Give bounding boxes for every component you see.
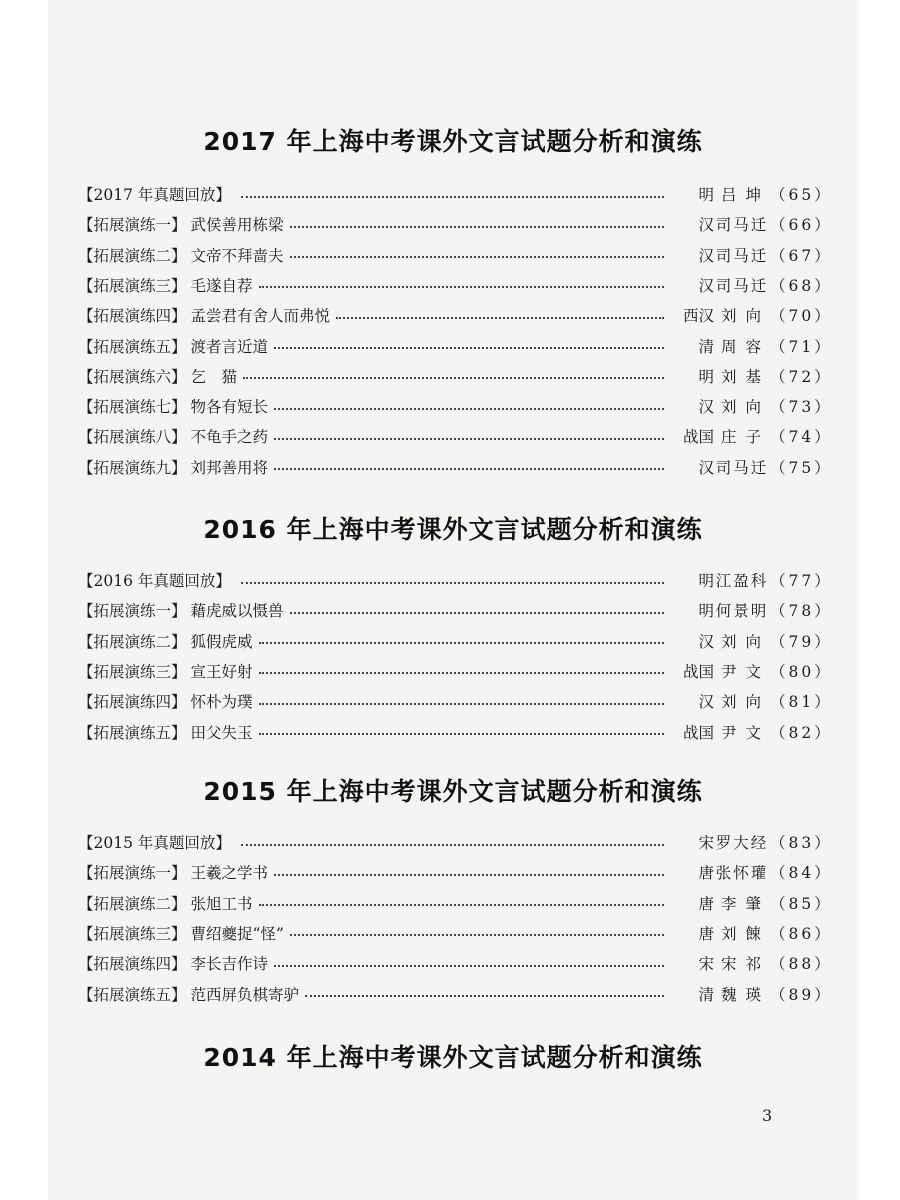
entry-label: 【拓展演练二】 [78,246,187,265]
entry-title: 渡者言近道 [190,337,269,356]
entry-dynasty: 唐 [698,894,714,913]
dot-leader [274,467,664,470]
entry-author: 宋 祁 [721,955,763,974]
entry-label: 【拓展演练五】 [78,723,187,742]
entry-dynasty: 明 [698,602,714,621]
entry-author: 司马迁 [715,458,769,477]
entry-page-ref: （72） [770,367,833,386]
toc-entry[interactable] [78,689,833,713]
entry-page-ref: （88） [770,955,833,974]
entry-title: 田父失玉 [190,723,253,742]
entry-page-ref: （78） [770,602,833,621]
dot-leader [241,843,664,846]
entry-label: 【拓展演练三】 [78,662,187,681]
entry-label: 【拓展演练五】 [78,985,187,1004]
page-number: 3 [762,1106,773,1125]
dot-leader [290,611,664,614]
entry-dynasty: 汉 [698,693,714,712]
entry-label: 【2017 年真题回放】 [78,186,231,204]
toc-entry[interactable] [78,364,833,388]
toc-entry[interactable] [78,334,833,358]
toc-entry[interactable] [78,568,833,592]
entry-author: 刘 餗 [721,924,763,943]
entry-page-ref: （66） [770,216,833,235]
entry-dynasty: 汉 [698,632,714,651]
entry-dynasty: 宋 [698,834,714,852]
entry-page-ref: （77） [770,572,833,590]
toc-entry[interactable] [78,455,833,479]
entry-label: 【拓展演练三】 [78,924,187,943]
dot-leader [259,732,664,735]
entry-dynasty: 汉 [698,458,714,477]
entry-title: 文帝不拜啬夫 [190,246,284,265]
entry-author: 尹 文 [721,662,763,681]
dot-leader [290,225,664,228]
entry-title: 孟尝君有舍人而弗悦 [190,307,331,326]
entry-label: 【拓展演练四】 [78,693,187,712]
entry-label: 【拓展演练一】 [78,864,187,883]
dot-leader [274,437,664,440]
entry-title: 范西屏负棋寄驴 [190,985,300,1004]
dot-leader [259,641,664,644]
dot-leader [336,316,664,319]
entry-author: 罗大经 [715,834,769,852]
section-title: 2015 年上海中考课外文言试题分析和演练 [203,777,703,806]
entry-page-ref: （71） [770,337,833,356]
entry-label: 【拓展演练四】 [78,955,187,974]
entry-page-ref: （82） [770,723,833,742]
entry-author: 司马迁 [715,246,769,265]
entry-page-ref: （75） [770,458,833,477]
dot-leader [290,255,664,258]
toc-entry[interactable] [78,921,833,945]
entry-title: 宣王好射 [190,662,253,681]
toc-entry[interactable] [78,659,833,683]
entry-dynasty: 宋 [698,955,714,974]
entry-title: 武侯善用栋梁 [190,216,284,235]
entry-author: 魏 瑛 [721,985,763,1004]
entry-author: 刘 向 [721,693,763,712]
entry-author: 李 肇 [721,894,763,913]
book-page [48,0,858,1200]
entry-label: 【拓展演练四】 [78,307,187,326]
entry-label: 【拓展演练六】 [78,367,187,386]
toc-entry[interactable] [78,891,833,915]
entry-author: 刘 向 [721,632,763,651]
entry-label: 【拓展演练九】 [78,458,187,477]
toc-entry[interactable] [78,273,833,297]
entry-label: 【拓展演练七】 [78,398,187,417]
dot-leader [259,702,664,705]
entry-dynasty: 战国 [682,662,714,681]
entry-dynasty: 汉 [698,398,714,417]
entry-author: 司马迁 [715,216,769,235]
dot-leader [259,285,664,288]
entry-title: 狐假虎威 [190,632,253,651]
entry-title: 物各有短长 [190,398,269,417]
entry-page-ref: （70） [770,307,833,326]
entry-title: 毛遂自荐 [190,276,253,295]
section-title: 2016 年上海中考课外文言试题分析和演练 [203,515,703,544]
dot-leader [243,376,664,379]
entry-dynasty: 明 [698,367,714,386]
entry-label: 【拓展演练八】 [78,428,187,447]
entry-author: 庄 子 [721,428,763,447]
entry-label: 【拓展演练五】 [78,337,187,356]
entry-title: 不龟手之药 [190,428,269,447]
entry-page-ref: （89） [770,985,833,1004]
entry-page-ref: （83） [770,834,833,852]
toc-entry[interactable] [78,860,833,884]
dot-leader [241,581,664,584]
entry-dynasty: 西汉 [682,307,714,326]
entry-author: 刘 基 [721,367,763,386]
entry-dynasty: 汉 [698,216,714,235]
dot-leader [274,407,664,410]
entry-label: 【拓展演练三】 [78,276,187,295]
entry-dynasty: 战国 [682,723,714,742]
toc-entry[interactable] [78,951,833,975]
toc-entry[interactable] [78,598,833,622]
entry-label: 【拓展演练二】 [78,632,187,651]
dot-leader [259,671,664,674]
entry-page-ref: （65） [770,186,833,204]
entry-page-ref: （79） [770,632,833,651]
toc-entry[interactable] [78,982,833,1006]
entry-label: 【拓展演练二】 [78,894,187,913]
entry-dynasty: 战国 [682,428,714,447]
entry-page-ref: （85） [770,894,833,913]
toc-entry[interactable] [78,212,833,236]
dot-leader [305,994,664,997]
entry-page-ref: （74） [770,428,833,447]
entry-label: 【2015 年真题回放】 [78,834,231,852]
entry-author: 周 容 [721,337,763,356]
entry-title: 张旭工书 [190,894,253,913]
entry-title: 乞 猫 [190,367,238,386]
dot-leader [241,195,664,198]
entry-dynasty: 唐 [698,864,714,883]
entry-title: 王羲之学书 [190,864,269,883]
dot-leader [274,873,664,876]
dot-leader [274,346,664,349]
entry-page-ref: （68） [770,276,833,295]
dot-leader [274,964,664,967]
toc-entry[interactable] [78,243,833,267]
entry-title: 李长吉作诗 [190,955,269,974]
entry-title: 曹绍夔捉“怪” [190,924,284,943]
entry-page-ref: （84） [770,864,833,883]
entry-author: 刘 向 [721,398,763,417]
entry-label: 【拓展演练一】 [78,602,187,621]
entry-dynasty: 唐 [698,924,714,943]
entry-page-ref: （80） [770,662,833,681]
section-title: 2017 年上海中考课外文言试题分析和演练 [203,127,703,156]
entry-author: 江盈科 [715,572,769,590]
section-title: 2014 年上海中考课外文言试题分析和演练 [203,1043,703,1072]
entry-dynasty: 清 [698,337,714,356]
entry-title: 怀朴为璞 [190,693,253,712]
entry-author: 张怀瓘 [715,864,769,883]
entry-title: 刘邦善用将 [190,458,269,477]
entry-title: 藉虎威以慑兽 [190,602,284,621]
entry-author: 吕 坤 [721,186,763,204]
dot-leader [290,933,664,936]
entry-dynasty: 清 [698,985,714,1004]
entry-page-ref: （86） [770,924,833,943]
entry-author: 刘 向 [721,307,763,326]
toc-entry[interactable] [78,629,833,653]
entry-dynasty: 汉 [698,276,714,295]
entry-author: 尹 文 [721,723,763,742]
entry-label: 【2016 年真题回放】 [78,572,231,590]
toc-entry[interactable] [78,182,833,206]
toc-entry[interactable] [78,394,833,418]
entry-dynasty: 明 [698,186,714,204]
toc-entry[interactable] [78,830,833,854]
dot-leader [259,903,664,906]
entry-page-ref: （67） [770,246,833,265]
entry-label: 【拓展演练一】 [78,216,187,235]
toc-entry[interactable] [78,303,833,327]
entry-dynasty: 明 [698,572,714,590]
entry-dynasty: 汉 [698,246,714,265]
toc-entry[interactable] [78,720,833,744]
entry-page-ref: （73） [770,398,833,417]
entry-page-ref: （81） [770,693,833,712]
toc-entry[interactable] [78,424,833,448]
entry-author: 何景明 [715,602,769,621]
entry-author: 司马迁 [715,276,769,295]
